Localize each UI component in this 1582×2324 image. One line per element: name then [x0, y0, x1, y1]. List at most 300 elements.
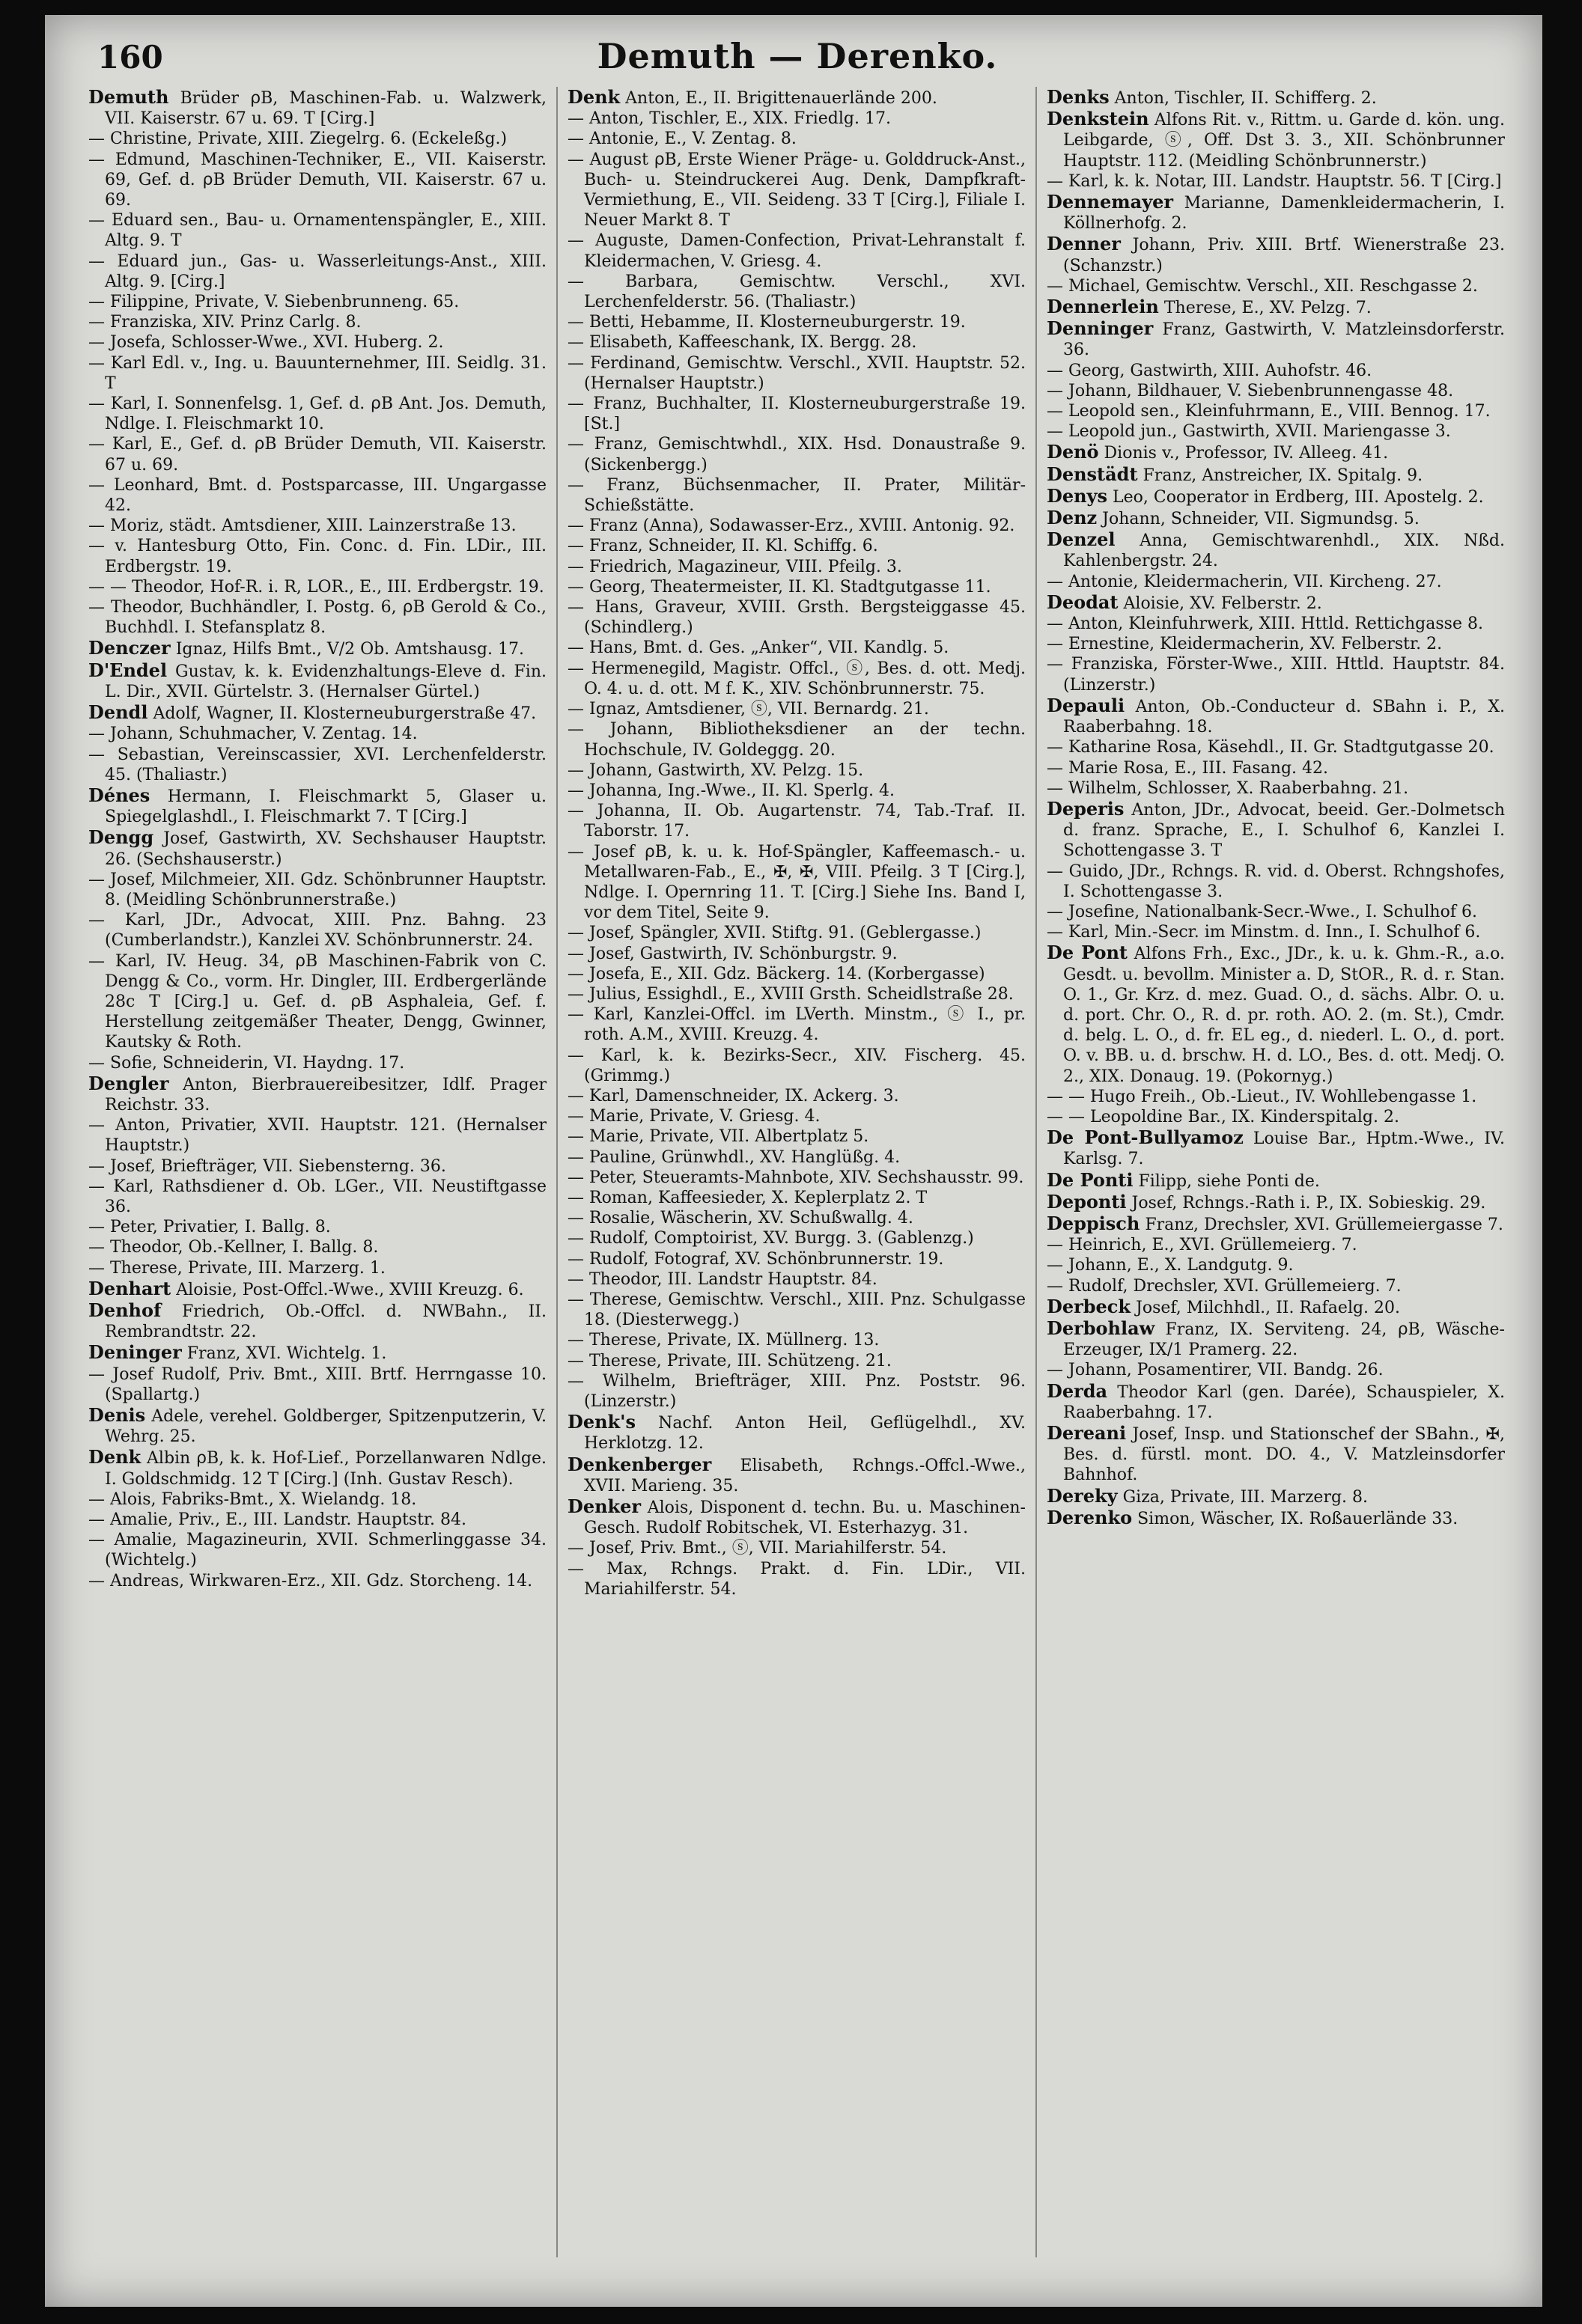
entry-details: Betti, Hebamme, II. Klosterneuburgerstr. 19. — [589, 313, 966, 332]
entry-details: Julius, Essighdl., E., XVIII Grsth. Scheidlstraße 28. — [589, 984, 1014, 1004]
entry-details: Rudolf, Fotograf, XV. Schönbrunnerstr. 19. — [589, 1249, 944, 1269]
entry-details: Anton, Ob.-Conducteur d. SBahn i. P., X. Raaberbahng. 18. — [1063, 697, 1505, 737]
directory-entry — [1047, 1192, 1505, 1213]
repeat-dash: — — [568, 802, 597, 821]
entry-details: Nachf. Anton Heil, Geflügelhdl., XV. Herklotzg. 12. — [584, 1414, 1026, 1454]
directory-entry — [88, 910, 547, 951]
directory-entry — [88, 827, 547, 869]
directory-entry — [1047, 87, 1505, 109]
repeat-dash: — — [1047, 902, 1068, 921]
directory-entry — [568, 150, 1026, 231]
repeat-dash: — — [88, 1571, 110, 1590]
repeat-dash: — — [88, 870, 111, 889]
directory-entry — [88, 1571, 547, 1591]
entry-details: Barbara, Gemischtw. Verschl., XVI. Lerchenfelderstr. 56. (Thaliastr.) — [584, 272, 1026, 312]
directory-page — [45, 15, 1542, 2307]
repeat-dash: — — [1047, 635, 1068, 654]
repeat-dash: — — [1047, 614, 1068, 634]
entry-details: Franz, Büchsenmacher, II. Prater, Militär-Schießstätte. — [584, 475, 1026, 516]
entry-details: Theodor, III. Landstr Hauptstr. 84. — [589, 1269, 877, 1289]
entry-details: Franz, Buchhalter, II. Klosterneuburgerstraße 19. [St.] — [584, 394, 1026, 434]
entry-details: Giza, Private, III. Marzerg. 8. — [1122, 1487, 1369, 1507]
entry-details: Eduard jun., Gas- u. Wasserleitungs-Anst., XIII. Altg. 9. [Cirg.] — [105, 251, 547, 291]
entry-details: Karl, JDr., Advocat, XIII. Pnz. Bahng. 23 (Cumberlandstr.), Kanzlei XV. Schönbrunnerstr. 24. — [105, 911, 547, 951]
directory-entry — [88, 638, 547, 659]
repeat-dash: — — [568, 1371, 603, 1391]
entry-details: Hans, Bmt. d. Ges. „Anker“, VII. Kandlg. 5. — [589, 638, 949, 658]
directory-entry — [568, 1228, 1026, 1248]
entry-details: Aloisie, XV. Felberstr. 2. — [1123, 594, 1322, 613]
repeat-dash: — — [88, 598, 111, 617]
entry-details: Max, Rchngs. Prakt. d. Fin. LDir., VII. Mariahilferstr. 54. — [584, 1559, 1026, 1599]
directory-entry — [1047, 318, 1505, 360]
repeat-dash: — — [568, 984, 589, 1004]
directory-entry — [1047, 381, 1505, 401]
entry-details: Ignaz, Hilfs Bmt., V/2 Ob. Amtshausg. 17. — [175, 640, 524, 659]
directory-entry — [568, 577, 1026, 597]
directory-entry — [568, 1351, 1026, 1371]
entry-details: Theodor, Buchhändler, I. Postg. 6, ⍴B Gerold & Co., Buchhdl. I. Stefansplatz 8. — [105, 598, 547, 638]
directory-entry — [568, 1168, 1026, 1188]
directory-entry — [88, 475, 547, 516]
entry-details: Georg, Theatermeister, II. Kl. Stadtgutgasse 11. — [589, 577, 991, 597]
repeat-dash: — — [88, 516, 110, 536]
entry-details: Friedrich, Ob.-Offcl. d. NWBahn., II. Rembrandtstr. 22. — [105, 1302, 547, 1342]
directory-entry — [1047, 695, 1505, 737]
directory-entry — [1047, 171, 1505, 192]
repeat-dash: — — [568, 944, 589, 963]
entry-details: Christine, Private, XIII. Ziegelrg. 6. (Eckeleßg.) — [110, 129, 508, 149]
entry-surname: Denk — [568, 87, 621, 108]
repeat-dash: — — [88, 150, 115, 169]
repeat-dash: — — [88, 1218, 110, 1237]
entry-details: Karl, Min.-Secr. im Minstm. d. Inn., I. Schulhof 6. — [1068, 923, 1481, 942]
entry-details: Marie, Private, VII. Albertplatz 5. — [589, 1127, 869, 1147]
entry-details: Josef, Briefträger, VII. Siebensterng. 36. — [110, 1156, 446, 1176]
directory-entry — [88, 1073, 547, 1115]
directory-entry — [1047, 234, 1505, 275]
entry-surname: Denker — [568, 1495, 642, 1518]
repeat-dash: — — [568, 659, 591, 678]
entry-details: Anton, Bierbrauereibesitzer, Idlf. Prager Reichstr. 33. — [105, 1075, 547, 1114]
directory-entry — [88, 332, 547, 353]
entry-surname: Deodat — [1047, 591, 1119, 613]
directory-entry — [88, 785, 547, 827]
entry-surname: Denczer — [88, 637, 171, 659]
entry-surname: Dendl — [88, 701, 148, 724]
directory-entry — [568, 1330, 1026, 1350]
entry-details: Franziska, XIV. Prinz Carlg. 8. — [110, 313, 362, 332]
directory-entry — [568, 1538, 1026, 1558]
entry-details: Georg, Gastwirth, XIII. Auhofstr. 46. — [1068, 361, 1372, 380]
repeat-dash: — — [88, 251, 118, 271]
directory-entry — [568, 87, 1026, 109]
directory-entry — [568, 434, 1026, 475]
repeat-dash: — — [88, 537, 115, 556]
entry-surname: Denninger — [1047, 317, 1154, 340]
directory-entry — [88, 1342, 547, 1364]
directory-entry — [568, 638, 1026, 658]
repeat-dash: — — [1047, 276, 1068, 296]
entry-details: Therese, Private, III. Schützeng. 21. — [589, 1351, 892, 1370]
entry-details: Anton, Tischler, II. Schifferg. 2. — [1114, 89, 1377, 108]
repeat-dash: — — [568, 1539, 589, 1558]
directory-entry — [88, 1300, 547, 1342]
repeat-dash: — — [88, 745, 118, 764]
repeat-dash: — — [568, 109, 589, 129]
directory-entry — [88, 150, 547, 211]
entry-details: Hermann, I. Fleischmarkt 5, Glaser u. Spiegelglashdl., I. Fleischmarkt 7. T [Cirg.] — [105, 787, 547, 827]
directory-entry — [1047, 1235, 1505, 1255]
repeat-dash: — — [1047, 738, 1068, 757]
column-3 — [1047, 87, 1505, 2287]
repeat-dash: — — [568, 577, 589, 597]
entry-details: Theodor Karl (gen. Darée), Schauspieler, X. Raaberbahng. 17. — [1063, 1382, 1505, 1422]
entry-details: Friedrich, Magazineur, VIII. Pfeilg. 3. — [589, 557, 902, 576]
directory-entry — [1047, 296, 1505, 318]
entry-details: Johann, Posamentirer, VII. Bandg. 26. — [1068, 1361, 1384, 1380]
directory-entry — [1047, 361, 1505, 381]
directory-entry — [568, 1269, 1026, 1290]
directory-entry — [88, 1510, 547, 1530]
entry-surname: Denhart — [88, 1277, 171, 1299]
entry-details: Rosalie, Wäscherin, XV. Schußwallg. 4. — [589, 1209, 913, 1228]
entry-details: Josefa, E., XII. Gdz. Bäckerg. 14. (Korbergasse) — [589, 964, 985, 983]
directory-entry — [88, 251, 547, 292]
directory-entry — [1047, 1296, 1505, 1318]
entry-surname: Denzel — [1047, 528, 1116, 551]
repeat-dash: — — [568, 638, 589, 658]
entry-details: Johann, Priv. XIII. Brtf. Wienerstraße 23. (Schanzstr.) — [1063, 236, 1505, 275]
directory-entry — [568, 801, 1026, 841]
directory-entry — [568, 719, 1026, 760]
repeat-dash: — — [1047, 1087, 1068, 1106]
entry-details: Wilhelm, Briefträger, XIII. Pnz. Poststr. 96. (Linzerstr.) — [584, 1371, 1026, 1411]
entry-details: Franz, Gemischtwhdl., XIX. Hsd. Donaustraße 9. (Sickenbergg.) — [584, 435, 1026, 475]
directory-entry — [1047, 942, 1505, 1086]
repeat-dash: — — [88, 394, 111, 414]
entry-surname: Deponti — [1047, 1190, 1127, 1213]
repeat-dash: — — [1047, 1236, 1068, 1255]
directory-entry — [1047, 486, 1505, 507]
entry-details: Moriz, städt. Amtsdiener, XIII. Lainzerstraße 13. — [110, 516, 517, 536]
entry-surname: Denis — [88, 1404, 146, 1426]
directory-entry — [568, 516, 1026, 536]
directory-entry — [88, 702, 547, 724]
directory-entry — [88, 536, 547, 576]
directory-entry — [568, 842, 1026, 924]
entry-details: Josef ⍴B, k. u. k. Hof-Spängler, Kaffeemasch.- u. Metallwaren-Fab., E., ✠, ✠, VIII. Pfeilg. 3 T [Cirg.], Ndlge. I. Opernring 11. T. [Cirg.] Siehe Ins. Band I, vor dem Titel, Seite 9. — [584, 842, 1026, 923]
directory-entry — [568, 1371, 1026, 1412]
entry-surname: Dengler — [88, 1072, 169, 1094]
repeat-dash: — — [1047, 861, 1069, 881]
entry-details: Josef, Milchhdl., II. Rafaelg. 20. — [1136, 1298, 1401, 1317]
repeat-dash: — — [1047, 422, 1068, 442]
directory-entry — [568, 394, 1026, 434]
directory-entry — [568, 1208, 1026, 1228]
repeat-dash: — — [568, 598, 595, 617]
entry-details: Leopold jun., Gastwirth, XVII. Mariengasse 3. — [1068, 422, 1451, 442]
repeat-dash: — — [568, 150, 590, 169]
directory-entry — [1047, 529, 1505, 571]
entry-details: Louise Bar., Hptm.-Wwe., IV. Karlsg. 7. — [1063, 1129, 1505, 1169]
repeat-dash: — — [568, 435, 594, 454]
repeat-dash: — — [568, 1005, 594, 1025]
directory-entry — [1047, 1318, 1505, 1360]
entry-details: Josef, Gastwirth, IV. Schönburgstr. 9. — [589, 944, 898, 963]
repeat-dash: — — [568, 1559, 607, 1579]
repeat-dash: — — [88, 353, 111, 373]
directory-entry — [1047, 778, 1505, 799]
repeat-dash: — — [1047, 1361, 1068, 1380]
repeat-dash: — — [88, 1531, 115, 1550]
entry-details: Peter, Steueramts-Mahnbote, XIV. Sechshausstr. 99. — [589, 1168, 1024, 1187]
directory-entry — [1047, 1276, 1505, 1296]
entry-details: Franz, Gastwirth, V. Matzleinsdorferstr. 36. — [1063, 320, 1505, 360]
entry-details: Karl, k. k. Notar, III. Landstr. Hauptstr. 56. T [Cirg.] — [1068, 171, 1502, 191]
entry-details: Michael, Gemischtw. Verschl., XII. Reschgasse 2. — [1068, 276, 1478, 296]
entry-details: Therese, Private, III. Marzerg. 1. — [110, 1258, 386, 1278]
entry-surname: Denys — [1047, 484, 1107, 507]
entry-details: Josefine, Nationalbank-Secr.-Wwe., I. Schulhof 6. — [1068, 902, 1477, 921]
entry-details: Guido, JDr., Rchngs. R. vid. d. Oberst. Rchngshofes, I. Schottengasse 3. — [1063, 861, 1505, 901]
directory-entry — [88, 1489, 547, 1510]
entry-details: Alfons Rit. v., Rittm. u. Garde d. kön. ung. Leibgarde, ⓢ, Off. Dst 3. 3., XII. Schönbrunner Hauptstr. 112. (Meidling Schönbrunnerstr.) — [1063, 111, 1505, 171]
entry-details: Katharine Rosa, Käsehdl., II. Gr. Stadtgutgasse 20. — [1068, 738, 1494, 757]
repeat-dash: — — [88, 951, 115, 971]
repeat-dash: — — [88, 1258, 110, 1278]
directory-entry — [568, 231, 1026, 271]
repeat-dash: — — [88, 211, 112, 231]
entry-details: Josef, Rchngs.-Rath i. P., IX. Sobieskig. 29. — [1131, 1193, 1486, 1213]
entry-details: August ⍴B, Erste Wiener Präge- u. Golddruck-Anst., Buch- u. Steindruckerei Aug. Denk, Dampfkraft-Vermiethung, E., VII. Seideng. 33 T [Cirg.], Filiale I. Neuer Markt 8. T — [584, 150, 1026, 231]
entry-details: Eduard sen., Bau- u. Ornamentenspängler, E., XIII. Altg. 9. T — [105, 211, 547, 251]
directory-entry — [568, 129, 1026, 149]
directory-entry — [1047, 1486, 1505, 1507]
entry-details: Josefa, Schlosser-Wwe., XVI. Huberg. 2. — [110, 333, 444, 353]
directory-entry — [1047, 758, 1505, 778]
entry-details: Johanna, II. Ob. Augartenstr. 74, Tab.-Traf. II. Taborstr. 17. — [584, 802, 1026, 841]
repeat-dash: — — [88, 1238, 110, 1257]
repeat-dash: — — [568, 129, 589, 149]
repeat-dash: — — [1047, 923, 1068, 942]
entry-details: Ernestine, Kleidermacherin, XV. Felberstr. 2. — [1068, 635, 1443, 654]
entry-details: Gustav, k. k. Evidenzhaltungs-Eleve d. Fin. L. Dir., XVII. Gürtelstr. 3. (Hernalser Gürtel.) — [105, 662, 547, 701]
repeat-dash: — — [88, 577, 110, 597]
directory-entry — [568, 1004, 1026, 1045]
entry-surname: Denks — [1047, 87, 1110, 108]
repeat-dash: — — [88, 313, 110, 332]
directory-entry — [1047, 421, 1505, 442]
entry-details: Anton, E., II. Brigittenauerlände 200. — [625, 89, 937, 108]
entry-details: Alois, Fabriks-Bmt., X. Wielandg. 18. — [110, 1489, 417, 1509]
entry-details: Filippine, Private, V. Siebenbrunneng. 65. — [110, 293, 460, 312]
entry-details: Rudolf, Comptoirist, XV. Burgg. 3. (Gablenzg.) — [589, 1229, 974, 1248]
directory-entry — [568, 1496, 1026, 1538]
directory-columns — [88, 87, 1511, 2287]
entry-details: Marie Rosa, E., III. Fasang. 42. — [1068, 758, 1329, 778]
repeat-dash: — — [568, 1351, 589, 1370]
repeat-dash: — — [568, 231, 596, 251]
directory-entry — [88, 1217, 547, 1237]
directory-entry — [88, 597, 547, 638]
entry-details: Aloisie, Post-Offcl.-Wwe., XVIII Kreuzg. 6. — [176, 1280, 524, 1299]
entry-details: Sofie, Schneiderin, VI. Haydng. 17. — [110, 1053, 405, 1073]
repeat-dash: — — [568, 1249, 589, 1269]
entry-details: Leonhard, Bmt. d. Postsparcasse, III. Ungargasse 42. — [105, 475, 547, 516]
entry-details: — Leopoldine Bar., IX. Kinderspitalg. 2. — [1068, 1107, 1399, 1126]
entry-details: Pauline, Grünwhdl., XV. Hanglüßg. 4. — [589, 1147, 901, 1167]
entry-details: Karl, k. k. Bezirks-Secr., XIV. Fischerg. 45. (Grimmg.) — [584, 1046, 1026, 1085]
repeat-dash: — — [568, 394, 594, 414]
entry-details: Karl, Rathsdiener d. Ob. LGer., VII. Neustiftgasse 36. — [105, 1177, 547, 1216]
entry-details: Alois, Disponent d. techn. Bu. u. Maschinen-Gesch. Rudolf Robitschek, VI. Esterhazyg. 31. — [584, 1498, 1026, 1538]
entry-details: Adolf, Wagner, II. Klosterneuburgerstraße 47. — [153, 704, 537, 724]
entry-surname: Denz — [1047, 507, 1098, 529]
entry-details: Amalie, Magazineurin, XVII. Schmerlinggasse 34. (Wichtelg.) — [105, 1531, 547, 1570]
entry-details: Karl, Kanzlei-Offcl. im LVerth. Minstm., ⓢ I., pr. roth. A.M., XVIII. Kreuzg. 4. — [584, 1005, 1026, 1045]
directory-entry — [1047, 1107, 1505, 1127]
directory-entry — [88, 353, 547, 394]
directory-entry — [568, 1188, 1026, 1208]
entry-details: Johann, Gastwirth, XV. Pelzg. 15. — [589, 760, 864, 780]
directory-entry — [1047, 401, 1505, 421]
entry-details: Simon, Wäscher, IX. Roßauerlände 33. — [1137, 1509, 1458, 1528]
entry-details: Auguste, Damen-Confection, Privat-Lehranstalt f. Kleidermachen, V. Griesg. 4. — [584, 231, 1026, 271]
directory-entry — [1047, 1255, 1505, 1275]
directory-entry — [568, 597, 1026, 638]
directory-entry — [88, 1278, 547, 1300]
directory-entry — [88, 434, 547, 475]
repeat-dash: — — [568, 1086, 589, 1105]
entry-details: Johann, Bibliotheksdiener an der techn. Hochschule, IV. Goldeggg. 20. — [584, 720, 1026, 760]
repeat-dash: — — [88, 1364, 113, 1384]
directory-entry — [88, 1156, 547, 1177]
entry-surname: Derda — [1047, 1379, 1108, 1402]
entry-details: v. Hantesburg Otto, Fin. Conc. d. Fin. LDir., III. Erdbergstr. 19. — [105, 537, 547, 576]
directory-entry — [88, 951, 547, 1053]
repeat-dash: — — [1047, 402, 1068, 421]
directory-entry — [1047, 1360, 1505, 1380]
entry-details: Anton, Privatier, XVII. Hauptstr. 121. (Hernalser Hauptstr.) — [105, 1116, 547, 1156]
entry-details: Karl, I. Sonnenfelsg. 1, Gef. d. ⍴B Ant. Jos. Demuth, Ndlge. I. Fleischmarkt 10. — [105, 394, 547, 434]
repeat-dash: — — [88, 1510, 110, 1530]
entry-details: Roman, Kaffeesieder, X. Keplerplatz 2. T — [589, 1188, 928, 1207]
entry-details: Marie, Private, V. Griesg. 4. — [589, 1107, 821, 1126]
entry-details: Franz, XVI. Wichtelg. 1. — [186, 1344, 387, 1364]
entry-details: Josef Rudolf, Priv. Bmt., XIII. Brtf. Herrngasse 10. (Spallartg.) — [105, 1364, 547, 1404]
directory-entry — [1047, 922, 1505, 942]
directory-entry — [88, 292, 547, 312]
directory-entry — [568, 1249, 1026, 1269]
repeat-dash: — — [1047, 655, 1071, 674]
directory-entry — [88, 745, 547, 785]
directory-entry — [1047, 861, 1505, 902]
repeat-dash: — — [1047, 572, 1068, 591]
entry-surname: De Ponti — [1047, 1168, 1134, 1191]
directory-entry — [88, 394, 547, 434]
repeat-dash: — — [1047, 361, 1068, 380]
entry-surname: Denk — [88, 1446, 142, 1468]
directory-entry — [568, 659, 1026, 699]
repeat-dash: — — [568, 516, 589, 536]
entry-details: Josef, Milchmeier, XII. Gdz. Schönbrunner Hauptstr. 8. (Meidling Schönbrunnerstraße.) — [105, 870, 547, 909]
repeat-dash: — — [568, 924, 589, 943]
repeat-dash: — — [568, 1188, 589, 1207]
entry-details: Marianne, Damenkleidermacherin, I. Köllnerhofg. 2. — [1063, 194, 1505, 234]
entry-details: Hans, Graveur, XVIII. Grsth. Bergsteiggasse 45. (Schindlerg.) — [584, 598, 1026, 638]
entry-surname: Deninger — [88, 1341, 182, 1364]
directory-entry — [88, 1237, 547, 1257]
directory-entry — [568, 1106, 1026, 1126]
page-number: 160 — [97, 39, 163, 76]
directory-entry — [568, 1454, 1026, 1496]
directory-entry — [568, 312, 1026, 332]
directory-entry — [88, 1530, 547, 1570]
directory-entry — [88, 87, 547, 129]
repeat-dash: — — [568, 700, 589, 719]
repeat-dash: — — [568, 1331, 589, 1350]
directory-entry — [88, 1364, 547, 1405]
entry-details: Brüder ⍴B, Maschinen-Fab. u. Walzwerk, VII. Kaiserstr. 67 u. 69. T [Cirg.] — [105, 89, 547, 129]
directory-entry — [1047, 464, 1505, 486]
entry-details: Josef, Spängler, XVII. Stiftg. 91. (Geblergasse.) — [589, 924, 982, 943]
directory-entry — [1047, 614, 1505, 634]
directory-entry — [568, 1559, 1026, 1599]
entry-surname: Denö — [1047, 441, 1099, 463]
entry-details: Amalie, Priv., E., III. Landstr. Hauptstr. 84. — [110, 1510, 466, 1530]
running-title: Demuth — Derenko. — [597, 36, 998, 76]
entry-details: Sebastian, Vereinscassier, XVI. Lerchenfelderstr. 45. (Thaliastr.) — [105, 745, 547, 784]
directory-entry — [568, 944, 1026, 964]
entry-details: Filipp, siehe Ponti de. — [1138, 1171, 1320, 1191]
entry-details: Franz (Anna), Sodawasser-Erz., XVIII. Antonig. 92. — [589, 516, 1015, 536]
directory-entry — [1047, 507, 1505, 529]
entry-surname: Denkenberger — [568, 1453, 712, 1475]
entry-details: Dionis v., Professor, IV. Alleeg. 41. — [1104, 444, 1389, 463]
repeat-dash: — — [568, 475, 607, 495]
entry-details: Antonie, Kleidermacherin, VII. Kircheng. 27. — [1068, 572, 1442, 591]
repeat-dash: — — [1047, 778, 1068, 798]
repeat-dash: — — [568, 720, 610, 739]
repeat-dash: — — [88, 1177, 114, 1196]
directory-entry — [1047, 902, 1505, 922]
entry-details: Therese, E., XV. Pelzg. 7. — [1163, 299, 1372, 318]
directory-entry — [1047, 442, 1505, 463]
directory-entry — [568, 475, 1026, 516]
directory-entry — [568, 109, 1026, 129]
entry-details: Therese, Private, IX. Müllnerg. 13. — [589, 1331, 880, 1350]
directory-entry — [1047, 1127, 1505, 1169]
repeat-dash: — — [568, 1269, 589, 1289]
entry-details: Johann, Bildhauer, V. Siebenbrunnengasse 48. — [1068, 381, 1454, 400]
entry-details: Rudolf, Drechsler, XVI. Grüllemeierg. 7. — [1068, 1276, 1402, 1296]
entry-details: Wilhelm, Schlosser, X. Raaberbahng. 21. — [1068, 778, 1409, 798]
repeat-dash: — — [568, 1209, 589, 1228]
entry-details: Franz, Drechsler, XVI. Grüllemeiergasse 7. — [1145, 1215, 1503, 1234]
directory-entry — [568, 1126, 1026, 1147]
entry-surname: D'Endel — [88, 659, 168, 681]
page-header — [97, 31, 1497, 84]
entry-details: Johann, Schuhmacher, V. Zentag. 14. — [110, 725, 418, 744]
directory-entry — [1047, 192, 1505, 234]
entry-details: Antonie, E., V. Zentag. 8. — [589, 129, 797, 149]
directory-entry — [568, 1290, 1026, 1330]
entry-details: Ferdinand, Gemischtw. Verschl., XVII. Hauptstr. 52. (Hernalser Hauptstr.) — [584, 353, 1026, 393]
directory-entry — [1047, 634, 1505, 654]
entry-details: Johann, Schneider, VII. Sigmundsg. 5. — [1102, 510, 1420, 529]
repeat-dash: — — [568, 272, 626, 291]
